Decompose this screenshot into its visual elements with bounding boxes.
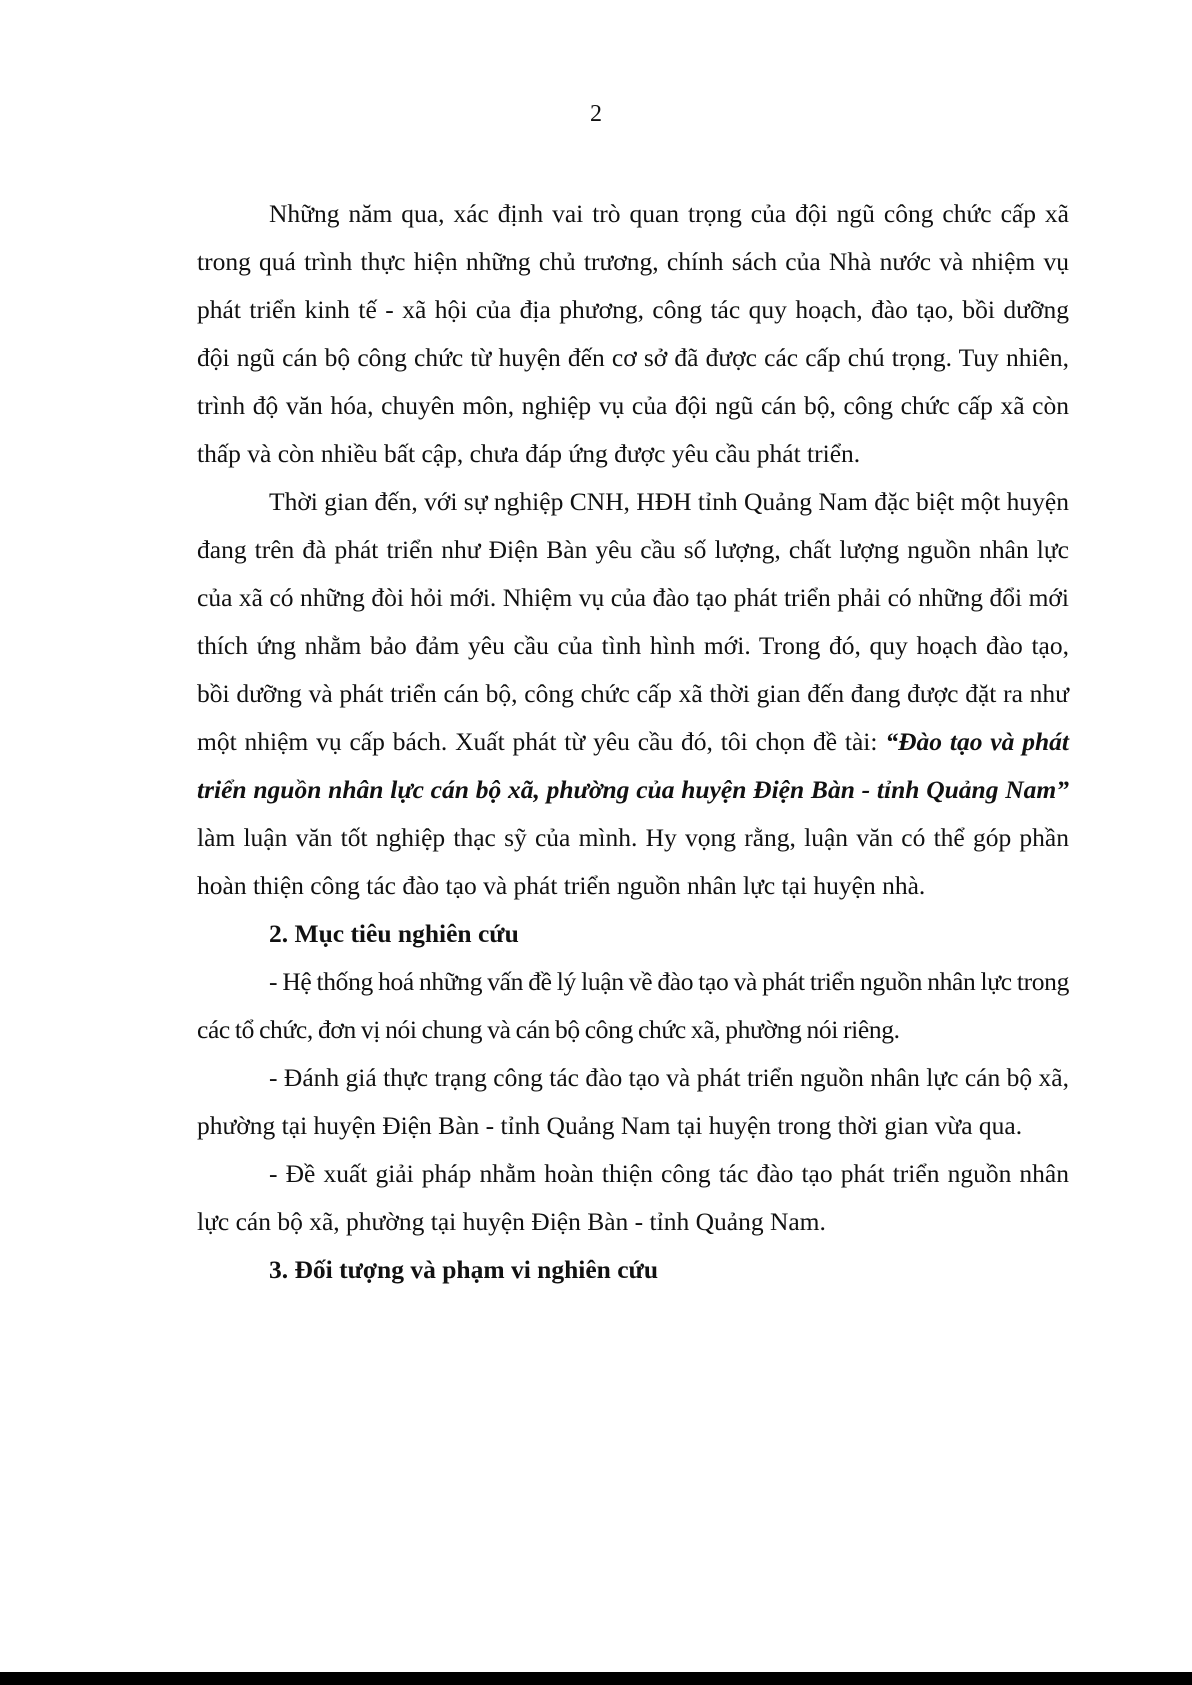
page-number: 2 — [590, 101, 602, 127]
bottom-border — [0, 1672, 1192, 1685]
objective-item-2: - Đánh giá thực trạng công tác đào tạo và phát triển nguồn nhân lực cán bộ xã, phường tại huyện Điện Bàn - tỉnh Quảng Nam tại huyện trong thời gian vừa qua. — [197, 1063, 1069, 1140]
objective-item-3: - Đề xuất giải pháp nhằm hoàn thiện công tác đào tạo phát triển nguồn nhân lực cán bộ xã, phường tại huyện Điện Bàn - tỉnh Quảng Nam. — [197, 1159, 1069, 1236]
objective-item-1: - Hệ thống hoá những vấn đề lý luận về đào tạo và phát triển nguồn nhân lực trong các tổ chức, đơn vị nói chung và cán bộ công chức xã, phường nói riêng. — [197, 967, 1069, 1044]
intro-paragraph-2-ending: làm luận văn tốt nghiệp thạc sỹ của mình. Hy vọng rằng, luận văn có thể góp phần hoàn thiện công tác đào tạo và phát triển nguồn nhân lực tại huyện nhà. — [197, 823, 1069, 900]
document-body — [197, 190, 1069, 1294]
intro-paragraph-2 — [197, 478, 1069, 910]
intro-paragraph-2-text: Thời gian đến, với sự nghiệp CNH, HĐH tỉnh Quảng Nam đặc biệt một huyện đang trên đà phát triển như Điện Bàn yêu cầu số lượng, chất lượng nguồn nhân lực của xã có những đòi hỏi mới. Nhiệm vụ của đào tạo phát triển phải có những đổi mới thích ứng nhằm bảo đảm yêu cầu của tình hình mới. Trong đó, quy hoạch đào tạo, bồi dưỡng và phát triển cán bộ, công chức cấp xã thời gian đến đang được đặt ra như một nhiệm vụ cấp bách. Xuất phát từ yêu cầu đó, tôi chọn đề tài: — [197, 487, 1070, 756]
section-3-heading: 3. Đối tượng và phạm vi nghiên cứu — [269, 1255, 659, 1284]
section-2-heading: 2. Mục tiêu nghiên cứu — [269, 919, 519, 948]
thesis-title: “Đào tạo và phát triển nguồn nhân lực cán bộ xã, phường của huyện Điện Bàn - tỉnh Quảng Nam” — [197, 727, 1069, 804]
intro-paragraph-1: Những năm qua, xác định vai trò quan trọng của đội ngũ công chức cấp xã trong quá trình thực hiện những chủ trương, chính sách của Nhà nước và nhiệm vụ phát triển kinh tế - xã hội của địa phương, công tác quy hoạch, đào tạo, bồi dưỡng đội ngũ cán bộ công chức từ huyện đến cơ sở đã được các cấp chú trọng. Tuy nhiên, trình độ văn hóa, chuyên môn, nghiệp vụ của đội ngũ cán bộ, công chức cấp xã còn thấp và còn nhiều bất cập, chưa đáp ứng được yêu cầu phát triển. — [197, 199, 1069, 468]
